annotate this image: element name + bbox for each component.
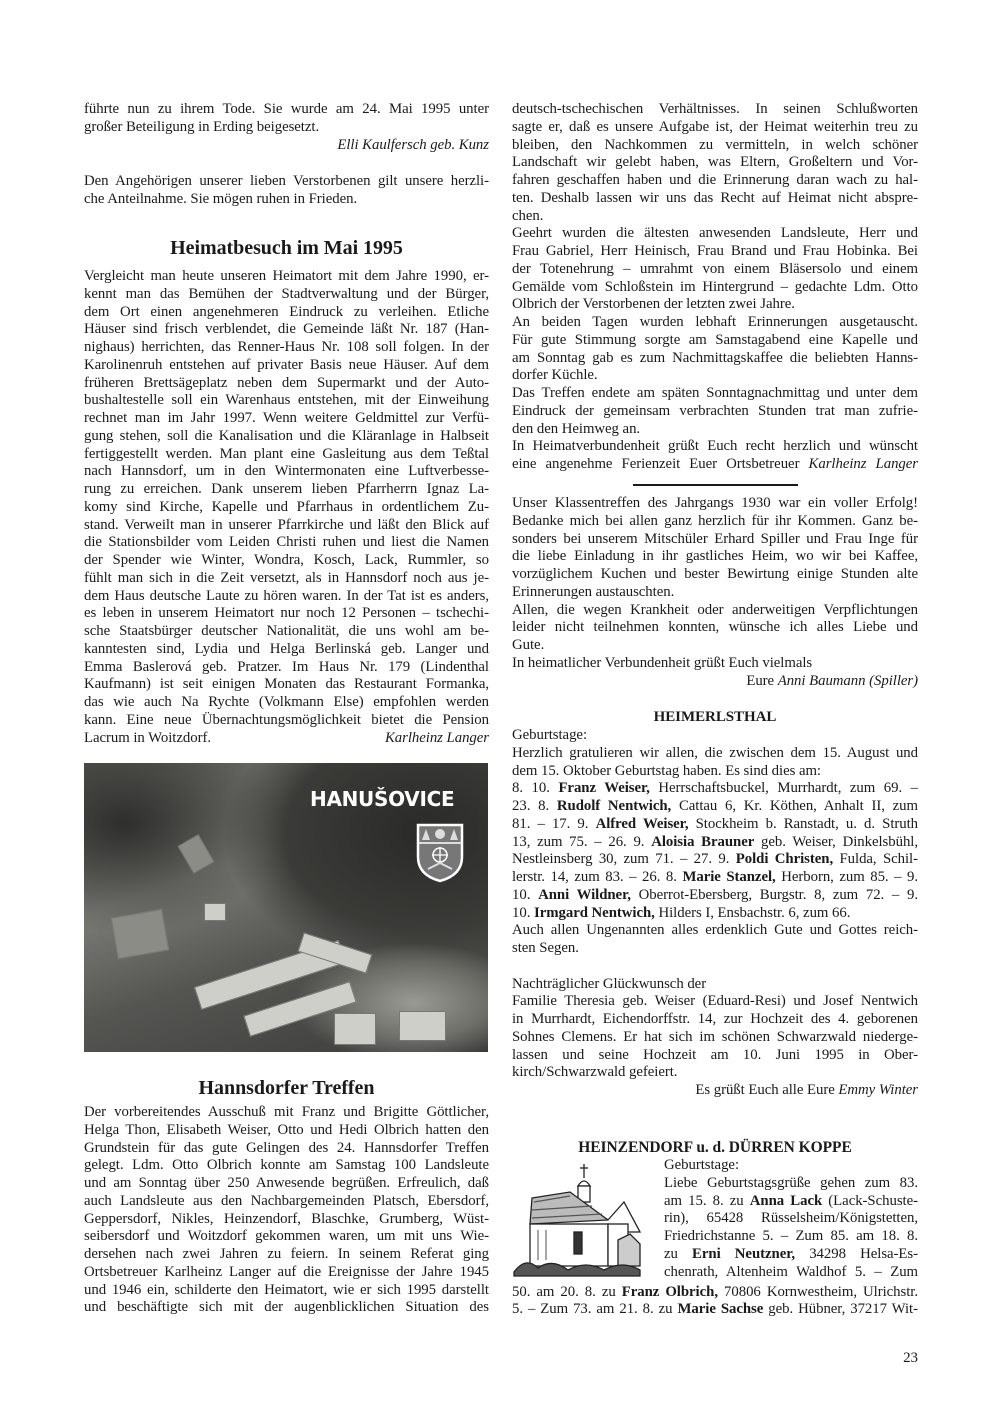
condolence-text xyxy=(84,173,489,209)
text-line: 23. 8. Rudolf Nentwich, Cattau 6, Kr. Köthen, Anhalt II, zum xyxy=(512,798,918,814)
person-name: Marie Stanzel, xyxy=(682,869,776,885)
article-body-treffen-continued xyxy=(512,101,918,474)
person-name: Anni Wildner, xyxy=(538,886,631,903)
text-line: chen. xyxy=(512,207,544,224)
paragraph xyxy=(512,495,918,602)
text-line: Gute. xyxy=(512,637,545,653)
text-line: Liebe Geburtstagsgrüße gehen zum 83. xyxy=(664,1174,918,1191)
text-line: Kaufmann) ist seit einigen Monaten das Restaurant Formanka, xyxy=(84,676,489,693)
text-line: gung stehen, soll die Kanalisation und die Kläranlage in Halbseit xyxy=(84,427,489,444)
birthday-list xyxy=(512,780,918,922)
text-line: Helga Thon, Elisabeth Weiser, Otto und Hedi Olbrich hatten den xyxy=(84,1121,489,1138)
text-line: dem 15. Oktober Geburtstag haben. Es sind dies am: xyxy=(512,762,821,779)
paragraph xyxy=(512,225,918,314)
person-name: Anna Lack xyxy=(749,1192,823,1209)
text-line: Unser Klassentreffen des Jahrgangs 1930 war ein voller Erfolg! xyxy=(512,495,918,511)
text-line: 10. Irmgard Nentwich, Hilders I, Ensbachstr. 6, zum 66. xyxy=(512,904,851,921)
text-line: Landschaft wir gelebt haben, was Eltern, Großeltern und Vor- xyxy=(512,154,918,171)
text-line: kanntesten sind, Lydia und Helga Berlinská geb. Langer und xyxy=(84,640,489,657)
text-line: Es grüßt Euch alle Eure Emmy Winter xyxy=(695,1082,918,1098)
text-line: Sohnes Clemens. Er hat sich im schönen Schwarzwald niederge- xyxy=(512,1028,918,1045)
text-line: Der vorbereitendes Ausschuß mit Franz und Brigitte Göttlicher, xyxy=(84,1104,489,1120)
text-line: Emma Baslerová geb. Pratzer. Im Haus Nr. 179 (Lindenthal xyxy=(84,658,489,675)
text-line: 5. – Zum 73. am 21. 8. zu Marie Sachse geb. Hübner, 37217 Wit- xyxy=(512,1301,918,1318)
text-line: kann. Eine neue Übernachtungsmöglichkeit bietet die Pension xyxy=(84,711,489,728)
text-line: rin), 65428 Rüsselsheim/Königstetten, xyxy=(664,1210,918,1227)
text-line: Den Angehörigen unserer lieben Verstorbenen gilt unsere herzli- xyxy=(84,173,489,189)
person-name: Franz Olbrich, xyxy=(621,1283,718,1300)
article-title-heimatbesuch: Heimatbesuch im Mai 1995 xyxy=(170,237,403,259)
text-line: die Stationsbilder vom Leiden Christi ruhen und liest die Namen xyxy=(84,534,489,551)
text-line xyxy=(84,137,489,155)
text-line: ten. Deshalb lassen wir uns das Recht auf Heimat nicht abspre- xyxy=(512,189,918,206)
text-line: dersehen nach zwei Jahren zu feiern. In seinem Referat ging xyxy=(84,1246,489,1262)
text-line: auch Landsleute aus den Nachbargemeinden Platsch, Ebersdorf, xyxy=(84,1192,489,1209)
text-line: sagte er, daß es unsere Aufgabe ist, der Heimat weiterhin treu zu xyxy=(512,118,918,135)
text-line: bleiben, den Nachkommen zu vermitteln, in welch schöner xyxy=(512,136,918,153)
text-line: Nestleinsberg 30, zum 71. – 27. 9. Poldi Christen, Fulda, Schil- xyxy=(512,851,918,868)
page-number: 23 xyxy=(903,1350,918,1366)
text-line: den den Heimweg an. xyxy=(512,420,641,437)
article-body-heimatbesuch xyxy=(84,268,489,747)
emphasis-name: Elli Kaulfersch geb. Kunz xyxy=(337,136,489,153)
emphasis-name: Emmy Winter xyxy=(838,1082,918,1098)
wedding-label xyxy=(512,976,918,994)
paragraph xyxy=(512,602,918,655)
paragraph xyxy=(512,745,918,781)
person-name: Erni Neutzner, xyxy=(692,1245,796,1262)
text-line: fahren geschaffen haben und die Erinnerung daran wach zu hal- xyxy=(512,172,918,188)
text-line: Bedanke mich bei allen ganz herzlich für ihr Kommen. Ganz be- xyxy=(512,512,918,529)
birthdays-label xyxy=(512,727,918,745)
section-title-heimerlsthal: HEIMERLSTHAL xyxy=(653,709,777,725)
text-line: In heimatlicher Verbundenheit grüßt Euch vielmals xyxy=(512,654,813,671)
text-line: fühlt man sich in die Zeit versetzt, als in Hannsdorf noch aus je- xyxy=(84,569,489,586)
text-line xyxy=(84,730,489,748)
obituary-text xyxy=(84,101,489,137)
text-line: Häuser sind frisch verblendet, die Gemeinde läßt Nr. 187 (Han- xyxy=(84,321,489,338)
text-line: nighaus) herrichten, das Renner-Haus Nr. 108 soll folgen. In der xyxy=(84,339,489,355)
text-line: deutsch-tschechischen Verhältnisses. In seinen Schlußworten xyxy=(512,101,918,117)
text-line: stand. Verweilt man in unserer Pfarrkirche und läßt den Blick auf xyxy=(84,516,489,533)
birthdays-label xyxy=(664,1157,918,1175)
text-line: Lacrum in Woitzdorf. xyxy=(84,729,211,746)
emphasis-name: Anni Baumann (Spiller) xyxy=(777,672,918,689)
paragraph xyxy=(512,655,918,673)
text-line: fertiggestellt werden. Man plant eine Gasleitung aus dem Teßtal xyxy=(84,445,489,462)
text-line: Olbrich der Verstorbenen der letzten zwei Jahre. xyxy=(512,296,795,313)
person-name: Aloisia Brauner xyxy=(651,833,755,850)
text-line: vorzüglichem Kuchen und bester Bewirtung einige Stunden alte xyxy=(512,566,918,582)
text-line: leider nicht teilnehmen konnten, wünsche ich alles Liebe und xyxy=(512,619,918,636)
text-line: und 1946 ein, schilderte den Heimatort, wie er sich 1995 darstellt xyxy=(84,1281,489,1298)
text-line: dorfer Küchle. xyxy=(512,367,598,384)
birthday-list-continued xyxy=(512,1284,918,1320)
text-line: sonders bei unserem Mitschüler Erhard Spiller und Frau Inge für xyxy=(512,530,918,547)
text-line: chenrath, Altenheim Waldhof 5. – Zum xyxy=(664,1263,918,1280)
text-line: sche Staatsbürger deutscher Nationalität, die uns wohl am be- xyxy=(84,623,489,639)
class-reunion-note xyxy=(512,495,918,690)
text-line: Vergleicht man heute unseren Heimatort mit dem Jahre 1990, er- xyxy=(84,268,489,284)
paragraph xyxy=(512,438,918,474)
obituary-ending xyxy=(84,101,489,154)
text-line: Eindruck der gemeinsam verbrachten Stunden trat man zufrie- xyxy=(512,402,918,419)
text-line: Karolinenruh entstehen auf privater Basis neue Häuser. Auf dem xyxy=(84,356,489,373)
text-line: Auch allen Ungenannten alles erdenklich Gute und Gottes reich- xyxy=(512,922,918,939)
signature xyxy=(512,673,918,691)
text-line: und am Sonntag über 250 Anwesende begrüßen. Erfreulich, daß xyxy=(84,1175,489,1191)
text-line: 8. 10. Franz Weiser, Herrschaftsbuckel, Murrhardt, zum 69. – xyxy=(512,780,918,797)
text-line: Das Treffen endete am späten Sonntagnachmittag und unter dem xyxy=(512,385,918,401)
text-line: und beschäftigte sich mit der augenblicklichen Situation des xyxy=(84,1299,489,1316)
paragraph xyxy=(512,314,918,385)
text-line: Friedrichstanne 5. – Zum 85. am 18. 8. xyxy=(664,1228,918,1244)
text-line: nach Hannsdorf, um in den Wintermonaten eine Luftverbesse- xyxy=(84,463,489,480)
text-line: Geppersdorf, Nikles, Heinzendorf, Blaschke, Grumberg, Wüst- xyxy=(84,1210,489,1227)
text-line: Grundstein für das gute Gelingen des 24. Hannsdorfer Treffen xyxy=(84,1139,489,1156)
text-line: In Heimatverbundenheit grüßt Euch recht herzlich und wünscht xyxy=(512,438,918,455)
text-line: 81. – 17. 9. Alfred Weiser, Stockheim b. Ranstadt, u. d. Struth xyxy=(512,815,918,832)
text-line: in Murrhardt, Eichendorffstr. 14, zur Hochzeit des 4. geborenen xyxy=(512,1011,918,1027)
text-line: das wie auch Na Rychte (Volkmann Else) empfohlen werden xyxy=(84,694,489,710)
text-line: che Anteilnahme. Sie mögen ruhen in Frieden. xyxy=(84,190,358,207)
coat-of-arms-icon xyxy=(416,823,464,883)
text-line: 50. am 20. 8. zu Franz Olbrich, 70806 Kornwestheim, Ulrichstr. xyxy=(512,1283,918,1300)
paragraph xyxy=(512,101,918,225)
text-line: 13, zum 75. – 26. 9. Aloisia Brauner geb. Weiser, Dinkelsbühl, xyxy=(512,833,918,850)
emphasis-name: Karlheinz Langer xyxy=(808,456,918,472)
photo-overlay-town-name: HANUŠOVICE xyxy=(310,787,455,811)
person-name: Alfred Weiser, xyxy=(595,815,689,832)
text-line: 10. Anni Wildner, Oberrot-Ebersberg, Burgstr. 8, zum 72. – 9. xyxy=(512,886,918,903)
text-line: Geehrt wurden die ältesten anwesenden Landsleute, Herr und xyxy=(512,225,918,242)
text-line: eine angenehme Ferienzeit Euer Ortsbetreuer Karlheinz Langer xyxy=(512,456,918,472)
text-line: Ortsbetreuer Karlheinz Langer auf die Ereignisse der Jahre 1945 xyxy=(84,1263,489,1280)
aerial-photo-hanusovice xyxy=(84,763,488,1052)
obituary-signature xyxy=(84,137,489,155)
text-line: Familie Theresia geb. Weiser (Eduard-Resi) und Josef Nentwich xyxy=(512,993,918,1010)
text-line: Erinnerungen austauschten. xyxy=(512,583,675,600)
text-line: die liebe Einladung in ihr gastliches Heim, wo wir bei Kaffee, xyxy=(512,548,918,565)
birthday-list xyxy=(664,1175,918,1282)
text-line: Geburtstage: xyxy=(512,727,588,743)
text-line: es leben in unserem Heimatort nur noch 12 Personen – tschechi- xyxy=(84,605,489,622)
person-name: Poldi Christen, xyxy=(735,851,834,868)
text-line: Gemälde vom Schloßstein im Hintergrund – gedachte Ldm. Otto xyxy=(512,278,918,295)
text-line: lassen und seine Hochzeit am 10. Juni 1995 in Ober- xyxy=(512,1046,918,1063)
article-signature xyxy=(84,730,489,748)
text-line: kirch/Schwarzwald gefeiert. xyxy=(512,1064,678,1081)
text-line: der Spender wie Winter, Wondra, Kosch, Lack, Rummler, so xyxy=(84,552,489,568)
chapel-drawing-icon xyxy=(512,1160,642,1278)
text-line: dem Haus deutsche Laute zu hören waren. In der Tat ist es anders, xyxy=(84,587,489,604)
person-name: Marie Sachse xyxy=(677,1301,764,1318)
text-line: Frau Gabriel, Herr Heinisch, Frau Brand und Frau Hobinka. Bei xyxy=(512,243,918,259)
signature xyxy=(512,1082,918,1100)
text-line: der Totenehrung – umrahmt von einem Bläsersolo und einem xyxy=(512,260,918,277)
text-line: führte nun zu ihrem Tode. Sie wurde am 24. Mai 1995 unter xyxy=(84,101,489,117)
text-line: Nachträglicher Glückwunsch der xyxy=(512,975,707,992)
text-line: komy sind Kirche, Kapelle und Pfarrhaus in ordentlichem Zu- xyxy=(84,498,489,515)
article-title-hannsdorfer-treffen: Hannsdorfer Treffen xyxy=(198,1077,375,1099)
text-line: rung zu erreichen. Dank unserem lieben Pfarrherrn Ignaz La- xyxy=(84,481,489,497)
text-line: am Sonntag gab es zum Nachmittagskaffee die beliebten Hanns- xyxy=(512,349,918,366)
section-divider xyxy=(633,484,798,486)
article-body-treffen xyxy=(84,1104,489,1317)
text-line: früheren Brettsägeplatz neben dem Supermarkt und der Auto- xyxy=(84,374,489,391)
text-line: großer Beteiligung in Erding beigesetzt. xyxy=(84,118,320,135)
paragraph xyxy=(512,922,918,958)
text-line: bushaltestelle soll ein Warenhaus entstehen, mit der Einweihung xyxy=(84,392,489,409)
text-line: Eure Anni Baumann (Spiller) xyxy=(746,672,918,689)
text-line: gelegt. Ldm. Otto Olbrich konnte am Samstag 100 Landsleute xyxy=(84,1157,489,1174)
text-line: seibersdorf und Woitzdorf gekommen waren, um mit uns Wie- xyxy=(84,1228,489,1245)
person-name: Rudolf Nentwich, xyxy=(556,798,672,814)
text-line: An beiden Tagen wurden lebhaft Erinnerungen ausgetauscht. xyxy=(512,314,918,330)
text-line: Für gute Stimmung sorgte am Samstagabend eine Kapelle und xyxy=(512,331,918,348)
text-line: lerstr. 14, zum 83. – 26. 8. Marie Stanzel, Herborn, zum 85. – 9. xyxy=(512,869,918,885)
text-line: Geburtstage: xyxy=(664,1157,740,1173)
person-name: Irmgard Nentwich, xyxy=(534,904,655,921)
wedding-text xyxy=(512,993,918,1082)
text-line: dem Ort einen angenehmeren Eindruck zu verleihen. Etliche xyxy=(84,303,489,320)
text-line: kennt man das Bemühen der Stadtverwaltung und der Bürger, xyxy=(84,285,489,302)
text-line: am 15. 8. zu Anna Lack (Lack-Schuste- xyxy=(664,1192,918,1209)
text-line: sten Segen. xyxy=(512,940,579,956)
heinzendorf-birthdays-indented xyxy=(664,1157,918,1281)
emphasis-name: Karlheinz Langer xyxy=(384,729,489,746)
heimerlsthal-section xyxy=(512,727,918,1100)
section-title-heinzendorf: HEINZENDORF u. d. DÜRREN KOPPE xyxy=(578,1139,852,1156)
text-line: zu Erni Neutzner, 34298 Helsa-Es- xyxy=(664,1245,918,1262)
paragraph xyxy=(512,385,918,438)
text-line: Allen, die wegen Krankheit oder anderweitigen Verpflichtungen xyxy=(512,601,918,618)
text-line: Herzlich gratulieren wir allen, die zwischen dem 15. August und xyxy=(512,744,918,761)
person-name: Franz Weiser, xyxy=(558,780,650,797)
text-line: rechnet man im Jahr 1997. Wenn weitere Geldmittel zur Verfü- xyxy=(84,410,489,426)
